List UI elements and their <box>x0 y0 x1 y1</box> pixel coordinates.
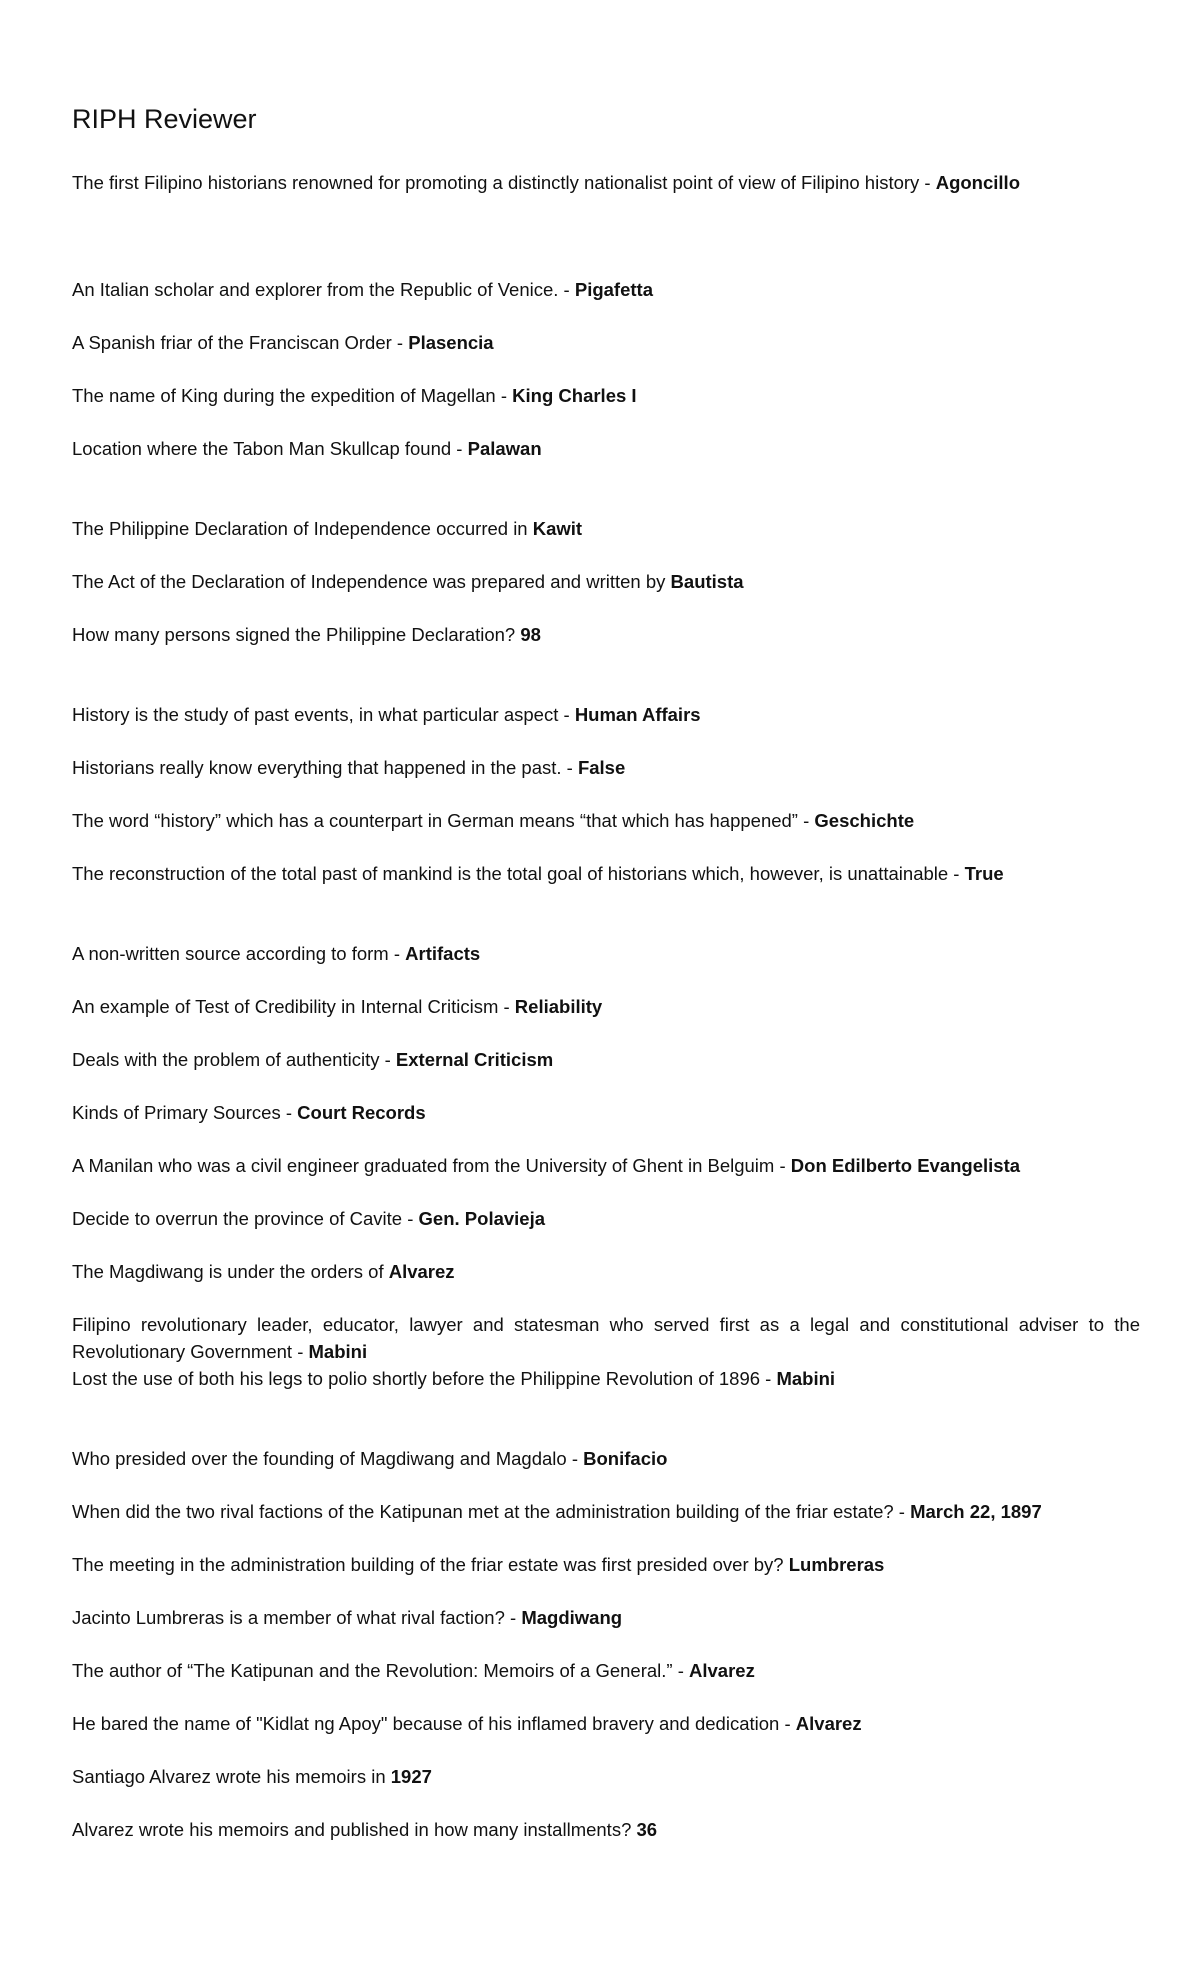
qa-item: The reconstruction of the total past of mankind is the total goal of historians which, however, is unattainable - True <box>72 863 1004 884</box>
answer: Magdiwang <box>521 1607 623 1628</box>
answer: Palawan <box>467 438 542 459</box>
answer: Mabini <box>308 1341 368 1362</box>
answer: Alvarez <box>388 1261 455 1282</box>
answer: Kawit <box>532 518 583 539</box>
answer: Pigafetta <box>574 279 653 300</box>
answer: March 22, 1897 <box>910 1501 1042 1522</box>
answer: Human Affairs <box>574 704 701 725</box>
qa-item: Alvarez wrote his memoirs and published in how many installments? 36 <box>72 1819 658 1840</box>
qa-item: When did the two rival factions of the Katipunan met at the administration building of the friar estate? - March 22, 1897 <box>72 1501 1042 1522</box>
answer: Gen. Polavieja <box>418 1208 546 1229</box>
qa-item: Location where the Tabon Man Skullcap found - Palawan <box>72 438 542 459</box>
qa-item: He bared the name of "Kidlat ng Apoy" because of his inflamed bravery and dedication - Alvarez <box>72 1713 862 1734</box>
spacer <box>72 488 1140 515</box>
answer: Alvarez <box>689 1660 755 1681</box>
answer: External Criticism <box>395 1049 554 1070</box>
spacer <box>72 913 1140 940</box>
qa-item: Deals with the problem of authenticity - External Criticism <box>72 1049 554 1070</box>
qa-item: An Italian scholar and explorer from the Republic of Venice. - Pigafetta <box>72 279 653 300</box>
qa-item: Filipino revolutionary leader, educator, lawyer and statesman who served first as a legal and constitutional adviser to the Revolutionary Government - Mabini <box>72 1314 1140 1362</box>
qa-item: A Spanish friar of the Franciscan Order - Plasencia <box>72 332 494 353</box>
answer: Lumbreras <box>788 1554 885 1575</box>
qa-item: Jacinto Lumbreras is a member of what rival faction? - Magdiwang <box>72 1607 623 1628</box>
qa-item: Santiago Alvarez wrote his memoirs in 1927 <box>72 1766 432 1787</box>
qa-item: A non-written source according to form - Artifacts <box>72 943 481 964</box>
answer: Geschichte <box>814 810 915 831</box>
spacer <box>72 674 1140 701</box>
answer: Mabini <box>776 1368 836 1389</box>
answer: 98 <box>520 624 541 645</box>
answer: Court Records <box>297 1102 426 1123</box>
qa-item: Lost the use of both his legs to polio shortly before the Philippine Revolution of 1896 - Mabini <box>72 1368 836 1389</box>
answer: Bautista <box>670 571 744 592</box>
qa-item: Decide to overrun the province of Cavite - Gen. Polavieja <box>72 1208 546 1229</box>
qa-item: The meeting in the administration building of the friar estate was first presided over by? Lumbreras <box>72 1554 885 1575</box>
answer: 1927 <box>390 1766 432 1787</box>
answer: Artifacts <box>405 943 481 964</box>
qa-item: Who presided over the founding of Magdiwang and Magdalo - Bonifacio <box>72 1448 668 1469</box>
qa-item: An example of Test of Credibility in Internal Criticism - Reliability <box>72 996 603 1017</box>
page-title: RIPH Reviewer <box>72 104 257 134</box>
answer: False <box>577 757 626 778</box>
qa-item: History is the study of past events, in what particular aspect - Human Affairs <box>72 704 701 725</box>
spacer <box>72 1418 1140 1445</box>
answer: Plasencia <box>408 332 494 353</box>
qa-item: Kinds of Primary Sources - Court Records <box>72 1102 426 1123</box>
qa-item: A Manilan who was a civil engineer graduated from the University of Ghent in Belguim - Don Edilberto Evangelista <box>72 1155 1021 1176</box>
qa-item: The Philippine Declaration of Independence occurred in Kawit <box>72 518 583 539</box>
qa-item: The author of “The Katipunan and the Revolution: Memoirs of a General.” - Alvarez <box>72 1660 755 1681</box>
answer: Don Edilberto Evangelista <box>790 1155 1021 1176</box>
answer: 36 <box>636 1819 658 1840</box>
qa-item: The name of King during the expedition of Magellan - King Charles I <box>72 385 637 406</box>
qa-item: The Act of the Declaration of Independence was prepared and written by Bautista <box>72 571 744 592</box>
answer: Agoncillo <box>935 172 1020 193</box>
answer: Reliability <box>514 996 603 1017</box>
qa-item: The word “history” which has a counterpart in German means “that which has happened” - Geschichte <box>72 810 915 831</box>
qa-item: The Magdiwang is under the orders of Alvarez <box>72 1261 455 1282</box>
answer: Alvarez <box>795 1713 862 1734</box>
qa-item: How many persons signed the Philippine Declaration? 98 <box>72 624 541 645</box>
answer: True <box>964 863 1004 884</box>
qa-item: Historians really know everything that happened in the past. - False <box>72 757 626 778</box>
answer: Bonifacio <box>583 1448 668 1469</box>
qa-item: The first Filipino historians renowned for promoting a distinctly nationalist point of view of Filipino history - Agoncillo <box>72 172 1020 193</box>
answer: King Charles I <box>512 385 637 406</box>
spacer <box>72 222 1140 276</box>
